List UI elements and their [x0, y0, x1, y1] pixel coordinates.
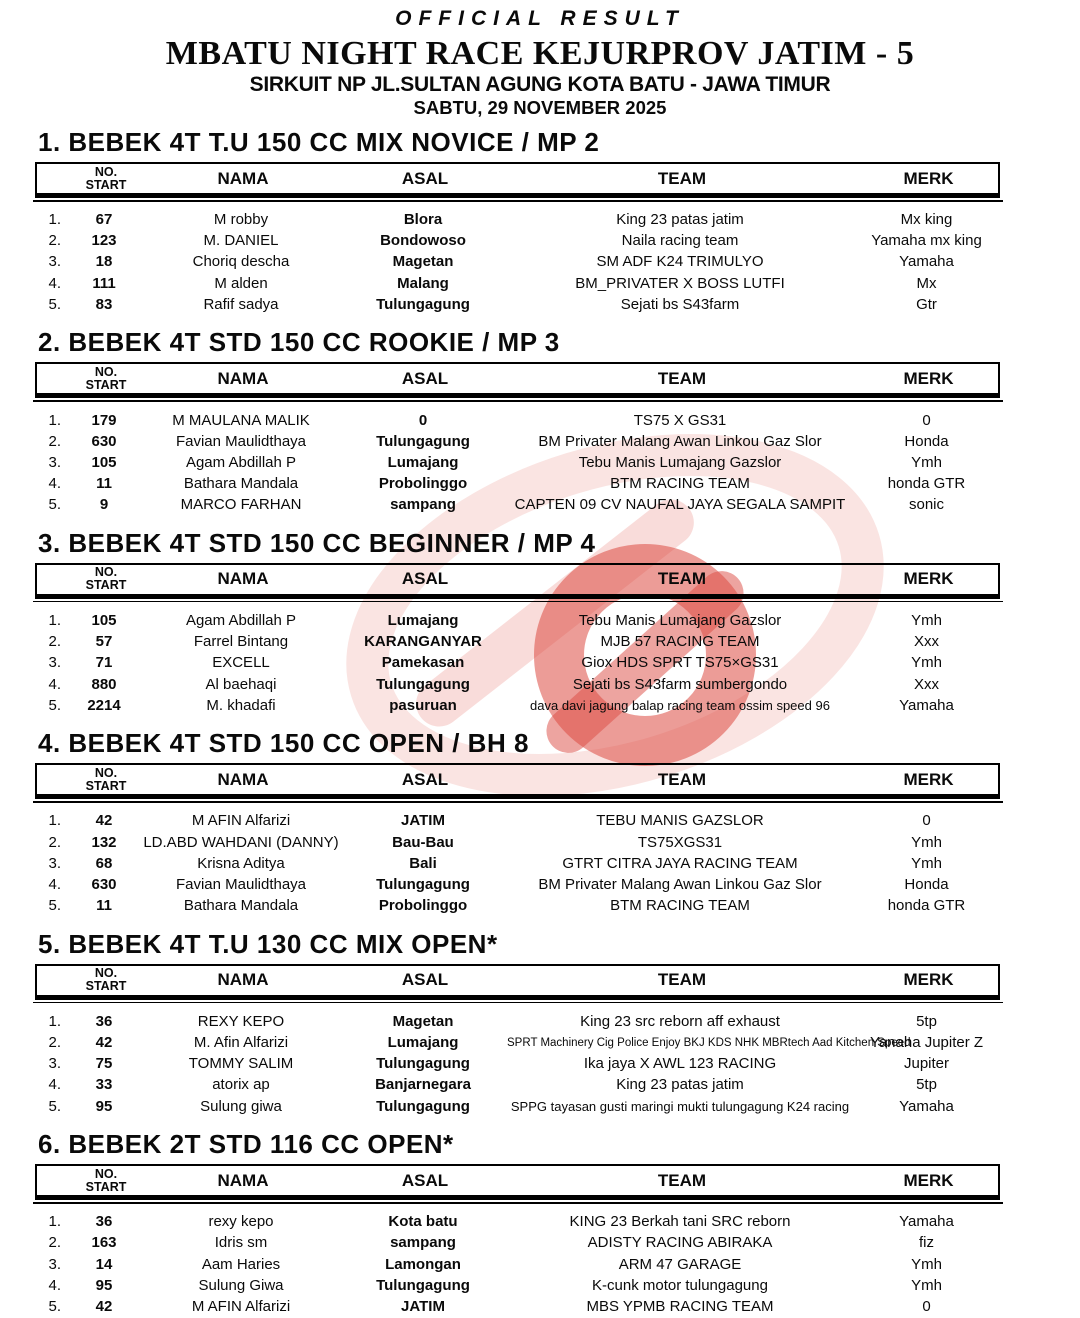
team-cell: TEBU MANIS GAZSLOR: [596, 812, 764, 830]
start-number-cell: 75: [95, 1055, 113, 1073]
brand-cell: Ymh: [911, 1255, 942, 1273]
brand-cell: 5tp: [916, 1012, 937, 1030]
start-number-cell: 36: [95, 1213, 113, 1231]
origin-cell: Bondowoso: [380, 232, 466, 250]
rider-name-cell: Favian Maulidthaya: [175, 432, 307, 450]
team-cell: BM Privater Malang Awan Linkou Gaz Slor: [538, 432, 822, 450]
start-number-cell: 71: [95, 654, 113, 672]
col-start-label: START: [85, 377, 127, 392]
team-cell: BM_PRIVATER X BOSS LUTFI: [575, 274, 785, 292]
results-table: [0, 410, 1080, 516]
start-number-cell: 83: [95, 295, 113, 313]
brand-cell: Yamaha: [899, 696, 954, 714]
brand-cell: Jupiter: [903, 1055, 950, 1073]
results-table: [0, 811, 1080, 917]
start-number-cell: 36: [95, 1012, 113, 1030]
brand-cell: Mx: [916, 274, 937, 292]
position-cell: 5.: [48, 696, 61, 714]
brand-cell: Xxx: [913, 675, 939, 693]
col-nama: NAMA: [217, 769, 269, 789]
col-merk: MERK: [903, 168, 954, 188]
origin-cell: JATIM: [401, 812, 445, 830]
origin-cell: Lumajang: [387, 453, 459, 471]
result-row: [35, 1275, 1000, 1296]
brand-cell: Ymh: [911, 1276, 942, 1294]
result-row: [35, 1054, 1000, 1075]
start-number-cell: 67: [95, 211, 113, 229]
results-table: [0, 1011, 1080, 1117]
start-number-cell: 11: [96, 475, 112, 493]
results-table-header: [35, 1164, 1000, 1200]
col-no-start: [67, 166, 145, 192]
team-cell: TS75XGS31: [637, 833, 723, 851]
start-number-cell: 95: [95, 1097, 113, 1115]
team-cell: KING 23 Berkah tani SRC reborn: [569, 1213, 791, 1231]
brand-cell: Yamaha: [899, 1097, 954, 1115]
start-number-cell: 42: [95, 1298, 113, 1316]
team-cell: SM ADF K24 TRIMULYO: [596, 253, 764, 271]
brand-cell: Ymh: [911, 833, 942, 851]
team-cell: dava davi jagung balap racing team ossim speed 96: [530, 697, 830, 713]
col-merk: MERK: [903, 970, 954, 990]
result-row: [35, 896, 1000, 917]
results-table: [0, 210, 1080, 316]
race-class-title: 1. BEBEK 4T T.U 150 CC MIX NOVICE / MP 2: [38, 127, 600, 157]
col-no-label: NO.: [94, 1166, 118, 1181]
col-start-label: START: [85, 177, 127, 192]
position-cell: 5.: [48, 496, 61, 514]
result-row: [35, 1011, 1000, 1032]
col-no-start: [67, 967, 145, 993]
position-cell: 2.: [48, 432, 61, 450]
brand-cell: Honda: [904, 875, 949, 893]
start-number-cell: 9: [99, 496, 109, 514]
rider-name-cell: Agam Abdillah P: [185, 453, 297, 471]
rider-name-cell: M MAULANA MALIK: [172, 411, 310, 429]
col-nama: NAMA: [217, 368, 269, 388]
origin-cell: sampang: [390, 496, 456, 514]
rider-name-cell: M alden: [214, 274, 268, 292]
brand-cell: Ymh: [911, 453, 942, 471]
origin-cell: Tulungagung: [376, 675, 470, 693]
result-row: [35, 1296, 1000, 1317]
result-row: [35, 1233, 1000, 1254]
start-number-cell: 105: [91, 453, 117, 471]
position-cell: 1.: [48, 1213, 61, 1231]
results-table-header: [35, 964, 1000, 1000]
race-class-section: [0, 930, 1080, 1117]
result-row: [35, 294, 1000, 315]
brand-cell: 0: [922, 812, 931, 830]
results-table-header: [35, 763, 1000, 799]
col-merk: MERK: [903, 368, 954, 388]
origin-cell: Tulungagung: [376, 1097, 470, 1115]
team-cell: King 23 src reborn aff exhaust: [580, 1012, 780, 1030]
col-no-start: [67, 767, 145, 793]
col-nama: NAMA: [217, 168, 269, 188]
position-cell: 1.: [48, 411, 61, 429]
race-class-title: 3. BEBEK 4T STD 150 CC BEGINNER / MP 4: [38, 527, 596, 558]
col-asal: ASAL: [401, 970, 449, 990]
race-class-title: 5. BEBEK 4T T.U 130 CC MIX OPEN*: [38, 928, 498, 959]
col-team: TEAM: [657, 1170, 707, 1190]
col-team: TEAM: [657, 970, 707, 990]
results-table-header: [35, 162, 1000, 198]
origin-cell: Kota batu: [388, 1213, 458, 1231]
team-cell: BTM RACING TEAM: [610, 475, 750, 493]
rider-name-cell: Aam Haries: [201, 1255, 281, 1273]
rider-name-cell: MARCO FARHAN: [180, 496, 302, 514]
rider-name-cell: Rafif sadya: [203, 295, 279, 313]
race-class-section: [0, 328, 1080, 515]
position-cell: 2.: [48, 633, 61, 651]
position-cell: 5.: [48, 1097, 61, 1115]
header-rule: [33, 801, 1003, 803]
origin-cell: pasuruan: [389, 696, 457, 714]
col-team: TEAM: [657, 368, 707, 388]
start-number-cell: 42: [95, 1034, 113, 1052]
team-cell: Naila racing team: [621, 232, 739, 250]
col-asal: ASAL: [401, 769, 449, 789]
origin-cell: Banjarnegara: [375, 1076, 471, 1094]
position-cell: 2.: [48, 1034, 61, 1052]
result-row: [35, 653, 1000, 674]
header-rule: [33, 400, 1003, 402]
position-cell: 3.: [48, 453, 61, 471]
event-date: SABTU, 29 NOVEMBER 2025: [413, 97, 667, 118]
result-row: [35, 474, 1000, 495]
col-no-start: [67, 366, 145, 392]
rider-name-cell: atorix ap: [212, 1076, 270, 1094]
position-cell: 2.: [48, 1234, 61, 1252]
position-cell: 4.: [48, 675, 61, 693]
col-no-label: NO.: [94, 364, 118, 379]
start-number-cell: 163: [91, 1234, 117, 1252]
brand-cell: Yamaha: [899, 1213, 954, 1231]
brand-cell: Honda: [904, 432, 949, 450]
race-class-title: 4. BEBEK 4T STD 150 CC OPEN / BH 8: [38, 728, 529, 759]
start-number-cell: 111: [92, 274, 116, 292]
origin-cell: Blora: [403, 211, 443, 229]
result-row: [35, 610, 1000, 631]
official-result-label: OFFICIAL RESULT: [395, 7, 685, 30]
col-no-start: [67, 566, 145, 592]
position-cell: 3.: [48, 854, 61, 872]
result-row: [35, 1212, 1000, 1233]
start-number-cell: 630: [91, 432, 117, 450]
rider-name-cell: Favian Maulidthaya: [175, 875, 307, 893]
rider-name-cell: M. khadafi: [206, 696, 276, 714]
race-class-section: [0, 529, 1080, 716]
result-row: [35, 674, 1000, 695]
position-cell: 3.: [48, 654, 61, 672]
col-no-label: NO.: [94, 565, 118, 580]
start-number-cell: 18: [95, 253, 113, 271]
rider-name-cell: Idris sm: [214, 1234, 268, 1252]
team-cell: GTRT CITRA JAYA RACING TEAM: [562, 854, 798, 872]
rider-name-cell: Sulung Giwa: [198, 1276, 284, 1294]
results-table: [0, 1212, 1080, 1318]
race-class-section: [0, 729, 1080, 916]
origin-cell: Bau-Bau: [392, 833, 454, 851]
document-header: [0, 0, 1080, 119]
result-row: [35, 811, 1000, 832]
brand-cell: honda GTR: [887, 475, 966, 493]
result-row: [35, 273, 1000, 294]
result-row: [35, 695, 1000, 716]
position-cell: 4.: [48, 875, 61, 893]
rider-name-cell: M AFIN Alfarizi: [191, 812, 291, 830]
position-cell: 1.: [48, 812, 61, 830]
start-number-cell: 33: [95, 1076, 113, 1094]
brand-cell: Ymh: [911, 654, 942, 672]
team-cell: SPRT Machinery Cig Police Enjoy BKJ KDS NHK MBRtech Aad Kitchen Speed: [507, 1037, 911, 1050]
origin-cell: Magetan: [392, 253, 454, 271]
rider-name-cell: M. DANIEL: [203, 232, 279, 250]
col-nama: NAMA: [217, 970, 269, 990]
start-number-cell: 95: [95, 1276, 113, 1294]
origin-cell: sampang: [390, 1234, 456, 1252]
start-number-cell: 179: [91, 411, 117, 429]
origin-cell: Probolinggo: [378, 897, 468, 915]
result-row: [35, 252, 1000, 273]
result-row: [35, 410, 1000, 431]
origin-cell: JATIM: [401, 1298, 445, 1316]
rider-name-cell: Sulung giwa: [200, 1097, 282, 1115]
results-table-header: [35, 563, 1000, 599]
rider-name-cell: M. Afin Alfarizi: [193, 1034, 289, 1052]
position-cell: 1.: [48, 1012, 61, 1030]
col-merk: MERK: [903, 1170, 954, 1190]
team-cell: SPPG tayasan gusti maringi mukti tulungagung K24 racing: [510, 1098, 850, 1114]
col-no-label: NO.: [94, 765, 118, 780]
col-asal: ASAL: [401, 1170, 449, 1190]
col-asal: ASAL: [401, 368, 449, 388]
start-number-cell: 68: [95, 854, 113, 872]
rider-name-cell: Al baehaqi: [205, 675, 277, 693]
origin-cell: Magetan: [392, 1012, 454, 1030]
position-cell: 3.: [48, 1255, 61, 1273]
result-row: [35, 1032, 1000, 1053]
team-cell: BTM RACING TEAM: [610, 897, 750, 915]
rider-name-cell: M AFIN Alfarizi: [191, 1298, 291, 1316]
header-rule: [33, 1002, 1003, 1004]
race-class-section: [0, 1130, 1080, 1317]
brand-cell: Xxx: [913, 633, 939, 651]
team-cell: MBS YPMB RACING TEAM: [586, 1298, 774, 1316]
start-number-cell: 630: [91, 875, 117, 893]
rider-name-cell: LD.ABD WAHDANI (DANNY): [143, 833, 339, 851]
origin-cell: Probolinggo: [378, 475, 468, 493]
brand-cell: 0: [922, 1298, 931, 1316]
col-no-label: NO.: [94, 966, 118, 981]
start-number-cell: 11: [96, 897, 112, 915]
origin-cell: Lamongan: [385, 1255, 461, 1273]
team-cell: K-cunk motor tulungagung: [592, 1276, 768, 1294]
team-cell: CAPTEN 09 CV NAUFAL JAYA SEGALA SAMPIT: [514, 496, 846, 514]
position-cell: 5.: [48, 295, 61, 313]
rider-name-cell: Krisna Aditya: [197, 854, 285, 872]
origin-cell: Tulungagung: [376, 875, 470, 893]
result-row: [35, 832, 1000, 853]
start-number-cell: 14: [95, 1255, 113, 1273]
brand-cell: fiz: [919, 1234, 934, 1252]
brand-cell: sonic: [908, 496, 945, 514]
position-cell: 2.: [48, 833, 61, 851]
start-number-cell: 880: [91, 675, 117, 693]
col-merk: MERK: [903, 569, 954, 589]
col-start-label: START: [85, 979, 127, 994]
position-cell: 4.: [48, 475, 61, 493]
position-cell: 4.: [48, 1076, 61, 1094]
brand-cell: Yanaha Jupiter Z: [869, 1034, 984, 1052]
rider-name-cell: Bathara Mandala: [183, 475, 299, 493]
team-cell: Giox HDS SPRT TS75×GS31: [581, 654, 779, 672]
result-row: [35, 853, 1000, 874]
start-number-cell: 57: [95, 633, 113, 651]
result-row: [35, 452, 1000, 473]
position-cell: 1.: [48, 211, 61, 229]
col-asal: ASAL: [401, 569, 449, 589]
race-class-title: 2. BEBEK 4T STD 150 CC ROOKIE / MP 3: [38, 327, 560, 358]
origin-cell: Malang: [397, 274, 449, 292]
brand-cell: Yamaha mx king: [871, 232, 982, 250]
header-rule: [33, 601, 1003, 603]
position-cell: 4.: [48, 1276, 61, 1294]
rider-name-cell: EXCELL: [212, 654, 270, 672]
origin-cell: Tulungagung: [376, 1055, 470, 1073]
result-row: [35, 874, 1000, 895]
position-cell: 1.: [48, 611, 61, 629]
origin-cell: KARANGANYAR: [364, 633, 482, 651]
start-number-cell: 132: [91, 833, 117, 851]
position-cell: 5.: [48, 897, 61, 915]
col-nama: NAMA: [217, 1170, 269, 1190]
col-start-label: START: [85, 578, 127, 593]
col-nama: NAMA: [217, 569, 269, 589]
brand-cell: honda GTR: [887, 897, 966, 915]
brand-cell: Ymh: [911, 854, 942, 872]
brand-cell: Gtr: [916, 295, 937, 313]
results-table: [0, 610, 1080, 716]
result-row: [35, 231, 1000, 252]
col-team: TEAM: [657, 569, 707, 589]
event-venue: SIRKUIT NP JL.SULTAN AGUNG KOTA BATU - JAWA TIMUR: [249, 73, 831, 96]
team-cell: ARM 47 GARAGE: [618, 1255, 742, 1273]
col-start-label: START: [85, 1179, 127, 1194]
result-row: [35, 210, 1000, 231]
origin-cell: Tulungagung: [376, 432, 470, 450]
col-team: TEAM: [657, 769, 707, 789]
rider-name-cell: rexy kepo: [208, 1213, 274, 1231]
origin-cell: Pamekasan: [381, 654, 465, 672]
team-cell: Sejati bs S43farm: [620, 295, 740, 313]
result-row: [35, 632, 1000, 653]
start-number-cell: 123: [91, 232, 117, 250]
rider-name-cell: TOMMY SALIM: [188, 1055, 294, 1073]
rider-name-cell: M robby: [213, 211, 269, 229]
start-number-cell: 42: [95, 812, 113, 830]
start-number-cell: 2214: [87, 696, 121, 714]
results-table-header: [35, 362, 1000, 398]
race-sections: [0, 128, 1080, 1318]
team-cell: Sejati bs S43farm sumbergondo: [572, 675, 788, 693]
team-cell: King 23 patas jatim: [616, 211, 744, 229]
team-cell: TS75 X GS31: [633, 411, 727, 429]
result-row: [35, 1254, 1000, 1275]
origin-cell: Bali: [409, 854, 437, 872]
brand-cell: Ymh: [911, 611, 942, 629]
col-team: TEAM: [657, 168, 707, 188]
result-row: [35, 1096, 1000, 1117]
race-class-title: 6. BEBEK 2T STD 116 CC OPEN*: [38, 1129, 454, 1160]
header-rule: [33, 1202, 1003, 1204]
event-title: MBATU NIGHT RACE KEJURPROV JATIM - 5: [165, 35, 915, 72]
team-cell: Tebu Manis Lumajang Gazslor: [578, 611, 782, 629]
origin-cell: Tulungagung: [376, 295, 470, 313]
team-cell: MJB 57 RACING TEAM: [600, 633, 760, 651]
position-cell: 3.: [48, 253, 61, 271]
col-no-start: [67, 1168, 145, 1194]
team-cell: ADISTY RACING ABIRAKA: [587, 1234, 773, 1252]
origin-cell: Tulungagung: [376, 1276, 470, 1294]
col-no-label: NO.: [94, 164, 118, 179]
brand-cell: Mx king: [900, 211, 953, 229]
race-class-section: [0, 128, 1080, 315]
result-row: [35, 495, 1000, 516]
position-cell: 4.: [48, 274, 61, 292]
result-row: [35, 431, 1000, 452]
brand-cell: 5tp: [916, 1076, 937, 1094]
col-start-label: START: [85, 778, 127, 793]
team-cell: Tebu Manis Lumajang Gazslor: [578, 453, 782, 471]
col-merk: MERK: [903, 769, 954, 789]
result-row: [35, 1075, 1000, 1096]
origin-cell: Lumajang: [387, 1034, 459, 1052]
header-rule: [33, 200, 1003, 202]
rider-name-cell: Agam Abdillah P: [185, 611, 297, 629]
brand-cell: 0: [922, 411, 931, 429]
team-cell: King 23 patas jatim: [616, 1076, 744, 1094]
rider-name-cell: Choriq descha: [192, 253, 290, 271]
start-number-cell: 105: [91, 611, 117, 629]
origin-cell: Lumajang: [387, 611, 459, 629]
brand-cell: Yamaha: [899, 253, 954, 271]
col-asal: ASAL: [401, 168, 449, 188]
position-cell: 5.: [48, 1298, 61, 1316]
team-cell: Ika jaya X AWL 123 RACING: [583, 1055, 777, 1073]
rider-name-cell: Farrel Bintang: [193, 633, 289, 651]
position-cell: 2.: [48, 232, 61, 250]
rider-name-cell: REXY KEPO: [197, 1012, 285, 1030]
team-cell: BM Privater Malang Awan Linkou Gaz Slor: [538, 875, 822, 893]
rider-name-cell: Bathara Mandala: [183, 897, 299, 915]
position-cell: 3.: [48, 1055, 61, 1073]
origin-cell: 0: [418, 411, 428, 429]
